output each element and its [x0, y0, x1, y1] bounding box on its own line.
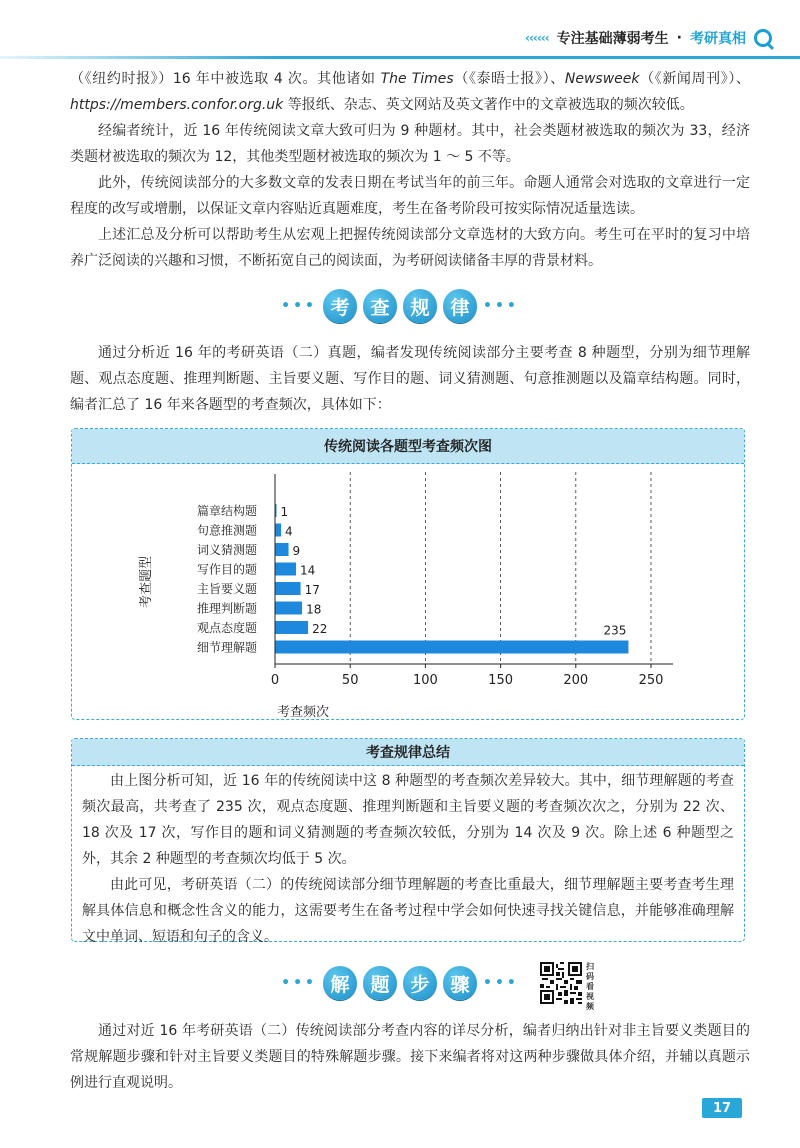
heading-char: 查 — [363, 289, 397, 323]
dots-right: ••• — [483, 298, 519, 314]
value-label: 9 — [292, 544, 301, 558]
intro-paragraph-4: 上述汇总及分析可以帮助考生从宏观上把握传统阅读部分文章选材的大致方向。考生可在平时的复习中培养广泛阅读的兴趣和习惯，不断拓宽自己的阅读面，为考研阅读储备丰厚的背景材料。 — [70, 227, 750, 269]
tick-label: 50 — [341, 673, 359, 688]
qr-caption: 扫码看视频 — [586, 962, 594, 1011]
header-accent: 考研真相 — [690, 31, 746, 47]
bar — [275, 602, 302, 615]
intro-paragraph-1: （《纽约时报》）16 年中被选取 4 次。其他诸如 The Times（《泰晤士报》）、Newsweek（《新闻周刊》）、https://members.confor.org.uk 等报纸、杂志、英文网站及英文著作中的文章被选取的频次较低。 — [70, 71, 751, 113]
bar — [275, 543, 289, 556]
bar — [275, 524, 281, 537]
bar — [275, 582, 301, 595]
summary-paragraph-1: 由上图分析可知，近 16 年的传统阅读中这 8 种题型的考查频次差异较大。其中，细节理解题的考查频次最高，共考查了 235 次，观点态度题、推理判断题和主旨要义题的考查频次次之，分别为 22 次、18 次及 17 次，写作目的题和词义猜测题的考查频次较低，分别为 14 次及 9 次。除上述 6 种题型之外，其余 2 种题型的考查频次均低于 5 次。 — [82, 773, 734, 867]
bar — [275, 621, 308, 634]
section2-text — [70, 1018, 750, 1096]
value-label: 4 — [285, 524, 293, 539]
value-label: 235 — [603, 623, 627, 638]
chevron-arrows-icon: ‹‹‹‹‹‹ — [525, 31, 549, 45]
intro-paragraph-2: 经编者统计，近 16 年传统阅读文章大致可归为 9 种题材。其中，社会类题材被选取的频次为 33，经济类题材被选取的频次为 12，其他类型题材被选取的频次为 1 ～ 5 不等。 — [70, 123, 750, 165]
heading-char: 规 — [403, 289, 437, 323]
x-axis-label: 考查频次 — [276, 705, 330, 719]
value-label: 1 — [280, 505, 289, 519]
dots-left: ••• — [281, 298, 317, 314]
heading-char: 考 — [323, 289, 357, 323]
value-label: 17 — [304, 583, 320, 597]
heading-char: 律 — [443, 289, 477, 323]
qr-code-icon[interactable] — [540, 962, 582, 1004]
category-label: 主旨要义题 — [196, 582, 257, 596]
intro-paragraph-3: 此外，传统阅读部分的大多数文章的发表日期在考试当年的前三年。命题人通常会对选取的文章进行一定程度的改写或增删，以保证文章内容贴近真题难度，考生在备考阶段可按实际情况适量选读。 — [70, 175, 750, 217]
bar — [275, 641, 628, 654]
heading-char: 骤 — [443, 966, 477, 1000]
bar — [275, 563, 296, 576]
value-label: 18 — [306, 602, 322, 617]
section1-text — [70, 340, 750, 418]
search-icon — [754, 29, 772, 47]
page-number: 17 — [702, 1098, 742, 1118]
y-axis-label: 考查题型 — [139, 555, 154, 609]
tick-label: 150 — [488, 673, 514, 688]
intro-text — [70, 66, 750, 274]
summary-box — [71, 738, 745, 945]
section1-paragraph: 通过分析近 16 年的考研英语（二）真题，编者发现传统阅读部分主要考查 8 种题型，分别为细节理解题、观点态度题、推理判断题、主旨要义题、写作目的题、词义猜测题、句意推测题以及篇章结构题。同时，编者汇总了 16 年来各题型的考查频次，具体如下： — [70, 345, 750, 413]
category-label: 篇章结构题 — [196, 504, 257, 518]
section2-paragraph: 通过对近 16 年考研英语（二）传统阅读部分考查内容的详尽分析，编者归纳出针对非主旨要义类题目的常规解题步骤和针对主旨要义类题目的特殊解题步骤。接下来编者将对这两种步骤做具体介绍，并辅以真题示例进行直观说明。 — [70, 1023, 750, 1091]
value-label: 14 — [300, 563, 316, 578]
section-heading-steps — [0, 966, 800, 1000]
tick-label: 0 — [270, 673, 280, 688]
tick-label: 100 — [412, 673, 438, 688]
chart-title: 传统阅读各题型考查频次图 — [72, 429, 744, 464]
bar-chart — [72, 464, 743, 719]
heading-char: 题 — [363, 966, 397, 1000]
summary-paragraph-2: 由此可见，考研英语（二）的传统阅读部分细节理解题的考查比重最大，细节理解题主要考查考生理解具体信息和概念性含义的能力，这需要考生在备考过程中学会如何快速寻找关键信息，并能够准确理解文中单词、短语和句子的含义。 — [82, 877, 734, 945]
header-rule — [0, 56, 800, 59]
heading-char: 步 — [403, 966, 437, 1000]
summary-text — [72, 766, 744, 950]
dots-left: ••• — [281, 975, 317, 991]
category-label: 细节理解题 — [196, 640, 257, 655]
category-label: 写作目的题 — [196, 562, 257, 577]
section-heading-pattern — [0, 289, 800, 323]
running-header — [525, 28, 772, 48]
header-separator: · — [676, 30, 682, 46]
summary-title: 考查规律总结 — [72, 739, 744, 766]
tick-label: 250 — [638, 673, 664, 688]
category-label: 词义猜测题 — [196, 543, 257, 557]
dots-right: ••• — [483, 975, 519, 991]
value-label: 22 — [312, 622, 328, 636]
heading-char: 解 — [323, 966, 357, 1000]
header-title: 专注基础薄弱考生 — [556, 31, 669, 47]
tick-label: 200 — [563, 673, 589, 688]
category-label: 推理判断题 — [196, 601, 257, 616]
category-label: 句意推测题 — [196, 523, 257, 538]
chart-box — [71, 428, 745, 720]
category-label: 观点态度题 — [196, 621, 257, 635]
